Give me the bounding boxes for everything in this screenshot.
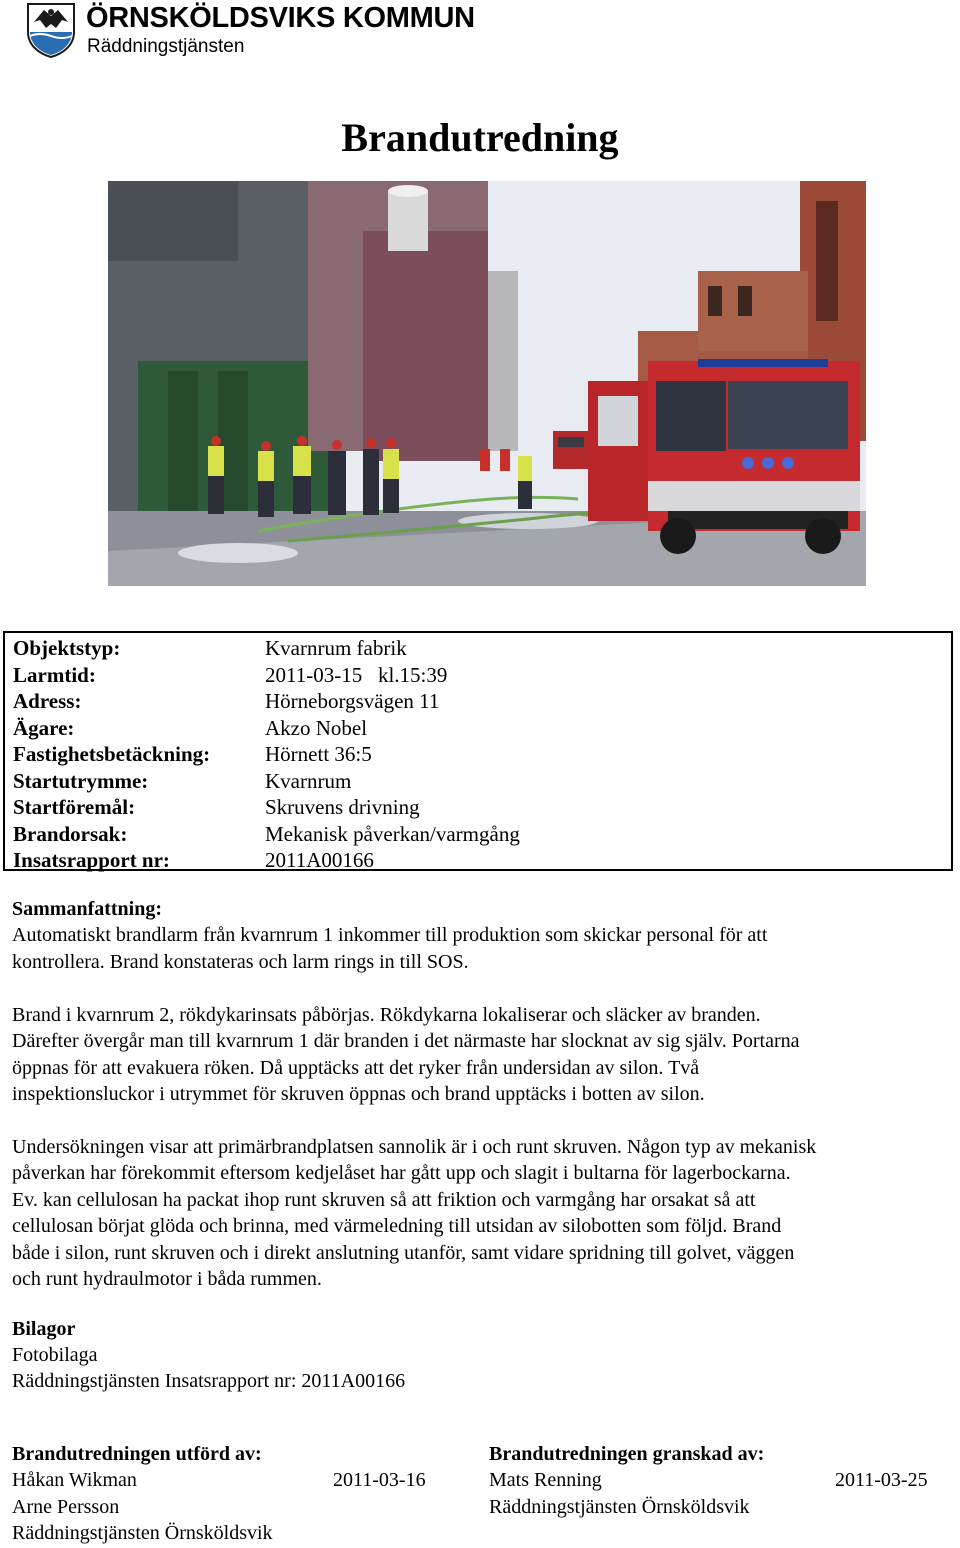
info-value: Kvarnrum fabrik: [265, 636, 407, 660]
info-label: Startutrymme:: [13, 768, 149, 793]
info-value: 2011-03-15 kl.15:39: [265, 662, 448, 687]
investigator-name: Arne Persson: [12, 1496, 120, 1518]
reviewed-by-heading: Brandutredningen granskad av:: [489, 1443, 765, 1465]
info-value: Akzo Nobel: [265, 715, 368, 740]
info-value: Mekanisk påverkan/varmgång: [265, 821, 520, 846]
header-logo: [26, 2, 475, 60]
summary-line: både i silon, runt skruven och i direkt anslutning utanför, samt vidare spridning till golvet, väggen: [12, 1242, 795, 1264]
summary-heading: Sammanfattning:: [12, 898, 163, 920]
performed-by-org: Räddningstjänsten Örnsköldsvik: [12, 1522, 273, 1544]
info-label: Adress:: [13, 689, 82, 713]
summary-line: Brand i kvarnrum 2, rökdykarinsats påbörjas. Rökdykarna lokaliserar och släcker av branden.: [12, 1004, 761, 1026]
performed-by-heading: Brandutredningen utförd av:: [12, 1443, 262, 1465]
performed-date: 2011-03-16: [333, 1469, 426, 1491]
summary-line: kontrollera. Brand konstateras och larm rings in till SOS.: [12, 951, 469, 973]
info-label: Fastighetsbetäckning:: [13, 742, 211, 766]
info-label: Startföremål:: [13, 795, 136, 819]
incident-info-table: [3, 631, 953, 871]
summary-line: cellulosan börjat glöda och brinna, med värmeledning till utsidan av silobotten som följd. Brand: [12, 1215, 782, 1237]
department-name: Räddningstjänsten: [87, 36, 245, 57]
attachments-heading: Bilagor: [12, 1318, 76, 1340]
document-title: Brandutredning: [341, 115, 619, 160]
info-label: Insatsrapport nr:: [13, 848, 170, 872]
investigator-name: Håkan Wikman: [12, 1469, 137, 1491]
summary-line: Undersökningen visar att primärbrandplatsen sannolik är i och runt skruven. Någon typ av mekanisk: [12, 1136, 817, 1158]
reviewed-date: 2011-03-25: [835, 1469, 928, 1491]
info-value: Hörneborgsvägen 11: [265, 689, 440, 713]
attachment-item: Räddningstjänsten Insatsrapport nr: 2011A00166: [12, 1370, 406, 1392]
info-label: Brandorsak:: [13, 821, 128, 846]
info-value: 2011A00166: [265, 848, 374, 872]
org-name: ÖRNSKÖLDSVIKS KOMMUN: [86, 2, 475, 34]
info-value: Hörnett 36:5: [265, 742, 372, 766]
info-value: Skruvens drivning: [265, 795, 420, 819]
attachment-item: Fotobilaga: [12, 1344, 98, 1366]
reviewer-name: Mats Renning: [489, 1469, 602, 1491]
summary-line: Automatiskt brandlarm från kvarnrum 1 inkommer till produktion som skickar personal för att: [12, 924, 768, 946]
summary-line: öppnas för att evakuera röken. Då upptäcks att det ryker från undersidan av silon. Två: [12, 1057, 700, 1079]
info-label: Objektstyp:: [13, 636, 121, 660]
summary-line: Därefter övergår man till kvarnrum 1 där branden i det närmaste har slocknat av sig själv. Portarna: [12, 1030, 800, 1052]
summary-line: och runt hydraulmotor i båda rummen.: [12, 1268, 322, 1290]
municipal-coat-of-arms-icon: [26, 2, 76, 58]
info-label: Ägare:: [13, 715, 75, 740]
summary-line: påverkan har förekommit eftersom kedjelåset har gått upp och slagit i bultarna för lagerbockarna.: [12, 1162, 791, 1184]
summary-line: Ev. kan cellulosan ha packat ihop runt skruven så att friktion och varmgång har orsakat så att: [12, 1189, 756, 1211]
fire-scene-photo: [108, 181, 866, 586]
info-label: Larmtid:: [13, 662, 96, 687]
reviewed-by-org: Räddningstjänsten Örnsköldsvik: [489, 1496, 750, 1518]
summary-line: inspektionsluckor i utrymmet för skruven öppnas och brand upptäcks i botten av silon.: [12, 1083, 705, 1105]
info-value: Kvarnrum: [265, 768, 352, 793]
